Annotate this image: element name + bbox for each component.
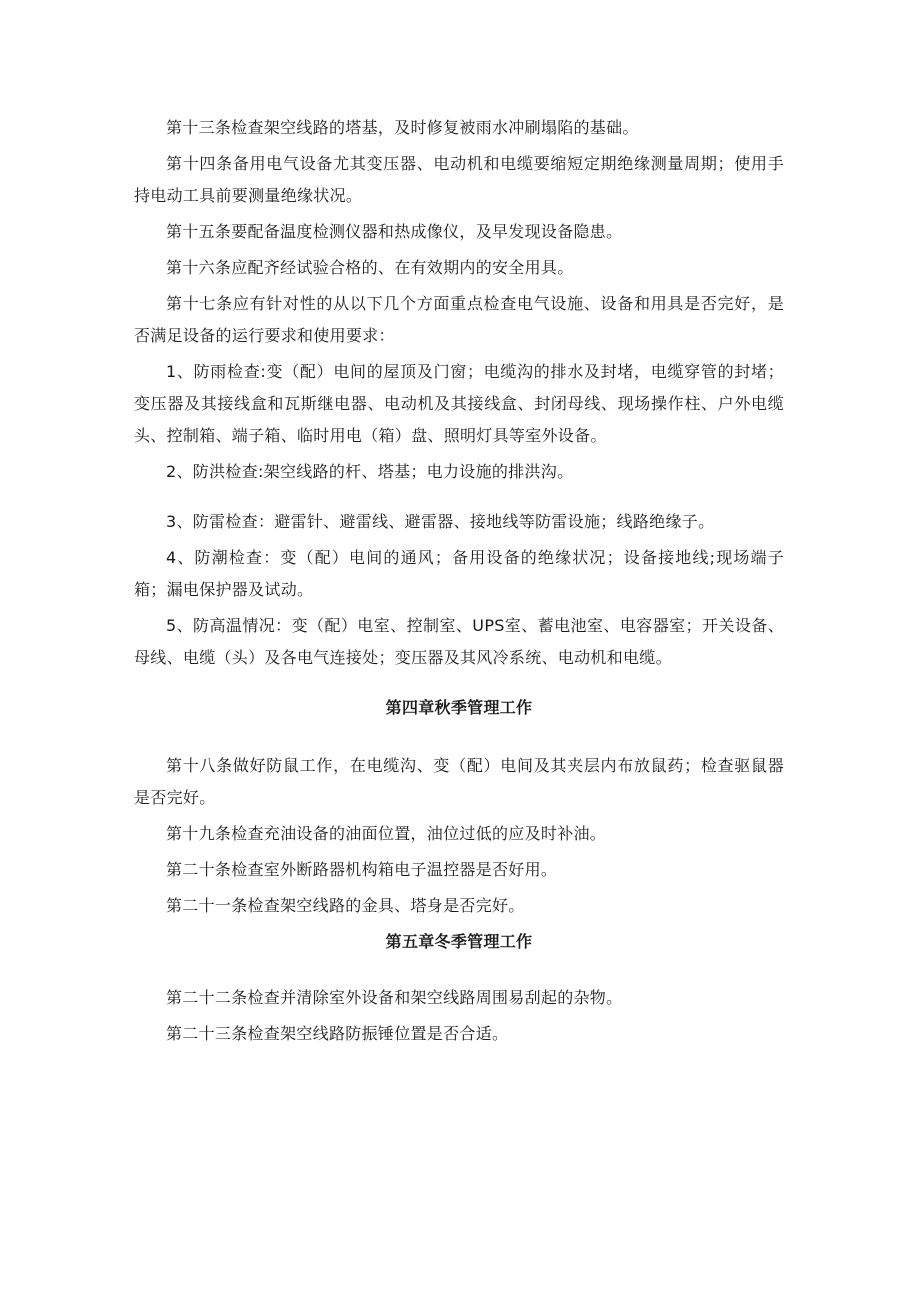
article-22: 第二十二条检查并清除室外设备和架空线路周围易刮起的杂物。 — [166, 988, 623, 1007]
article-21: 第二十一条检查架空线路的金具、塔身是否完好。 — [166, 896, 525, 915]
document-body — [134, 112, 784, 1054]
article-14: 第十四条备用电气设备尤其变压器、电动机和电缆要缩短定期绝缘测量周期；使用手持电动工具前要测量绝缘状况。 — [134, 154, 784, 205]
item-heat-check: 5、防高温情况：变（配）电室、控制室、UPS室、蓄电池室、电容器室；开关设备、母线、电缆（头）及各电气连接处；变压器及其风冷系统、电动机和电缆。 — [134, 616, 784, 667]
article-13: 第十三条检查架空线路的塔基，及时修复被雨水冲刷塌陷的基础。 — [166, 118, 639, 137]
item-flood-check: 2、防洪检查:架空线路的杆、塔基；电力设施的排洪沟。 — [166, 462, 574, 481]
article-23: 第二十三条检查架空线路防振锤位置是否合适。 — [166, 1024, 509, 1043]
item-lightning-check: 3、防雷检查：避雷针、避雷线、避雷器、接地线等防雷设施；线路绝缘子。 — [166, 512, 715, 531]
chapter-4-heading: 第四章秋季管理工作 — [385, 698, 533, 717]
article-20: 第二十条检查室外断路器机构箱电子温控器是否好用。 — [166, 860, 558, 879]
chapter-5-heading: 第五章冬季管理工作 — [385, 932, 533, 951]
article-19: 第十九条检查充油设备的油面位置，油位过低的应及时补油。 — [166, 824, 607, 843]
item-moisture-check: 4、防潮检查：变（配）电间的通风；备用设备的绝缘状况；设备接地线;现场端子箱；漏电保护器及试动。 — [134, 548, 784, 599]
article-15: 第十五条要配备温度检测仪器和热成像仪，及早发现设备隐患。 — [166, 222, 623, 241]
item-rain-check: 1、防雨检查:变（配）电间的屋顶及门窗；电缆沟的排水及封堵，电缆穿管的封堵；变压器及其接线盒和瓦斯继电器、电动机及其接线盒、封闭母线、现场操作柱、户外电缆头、控制箱、端子箱、临时用电（箱）盘、照明灯具等室外设备。 — [134, 362, 784, 445]
article-18: 第十八条做好防鼠工作，在电缆沟、变（配）电间及其夹层内布放鼠药；检查驱鼠器是否完好。 — [134, 756, 784, 807]
article-16: 第十六条应配齐经试验合格的、在有效期内的安全用具。 — [166, 258, 574, 277]
article-17: 第十七条应有针对性的从以下几个方面重点检查电气设施、设备和用具是否完好，是否满足设备的运行要求和使用要求： — [134, 294, 784, 345]
